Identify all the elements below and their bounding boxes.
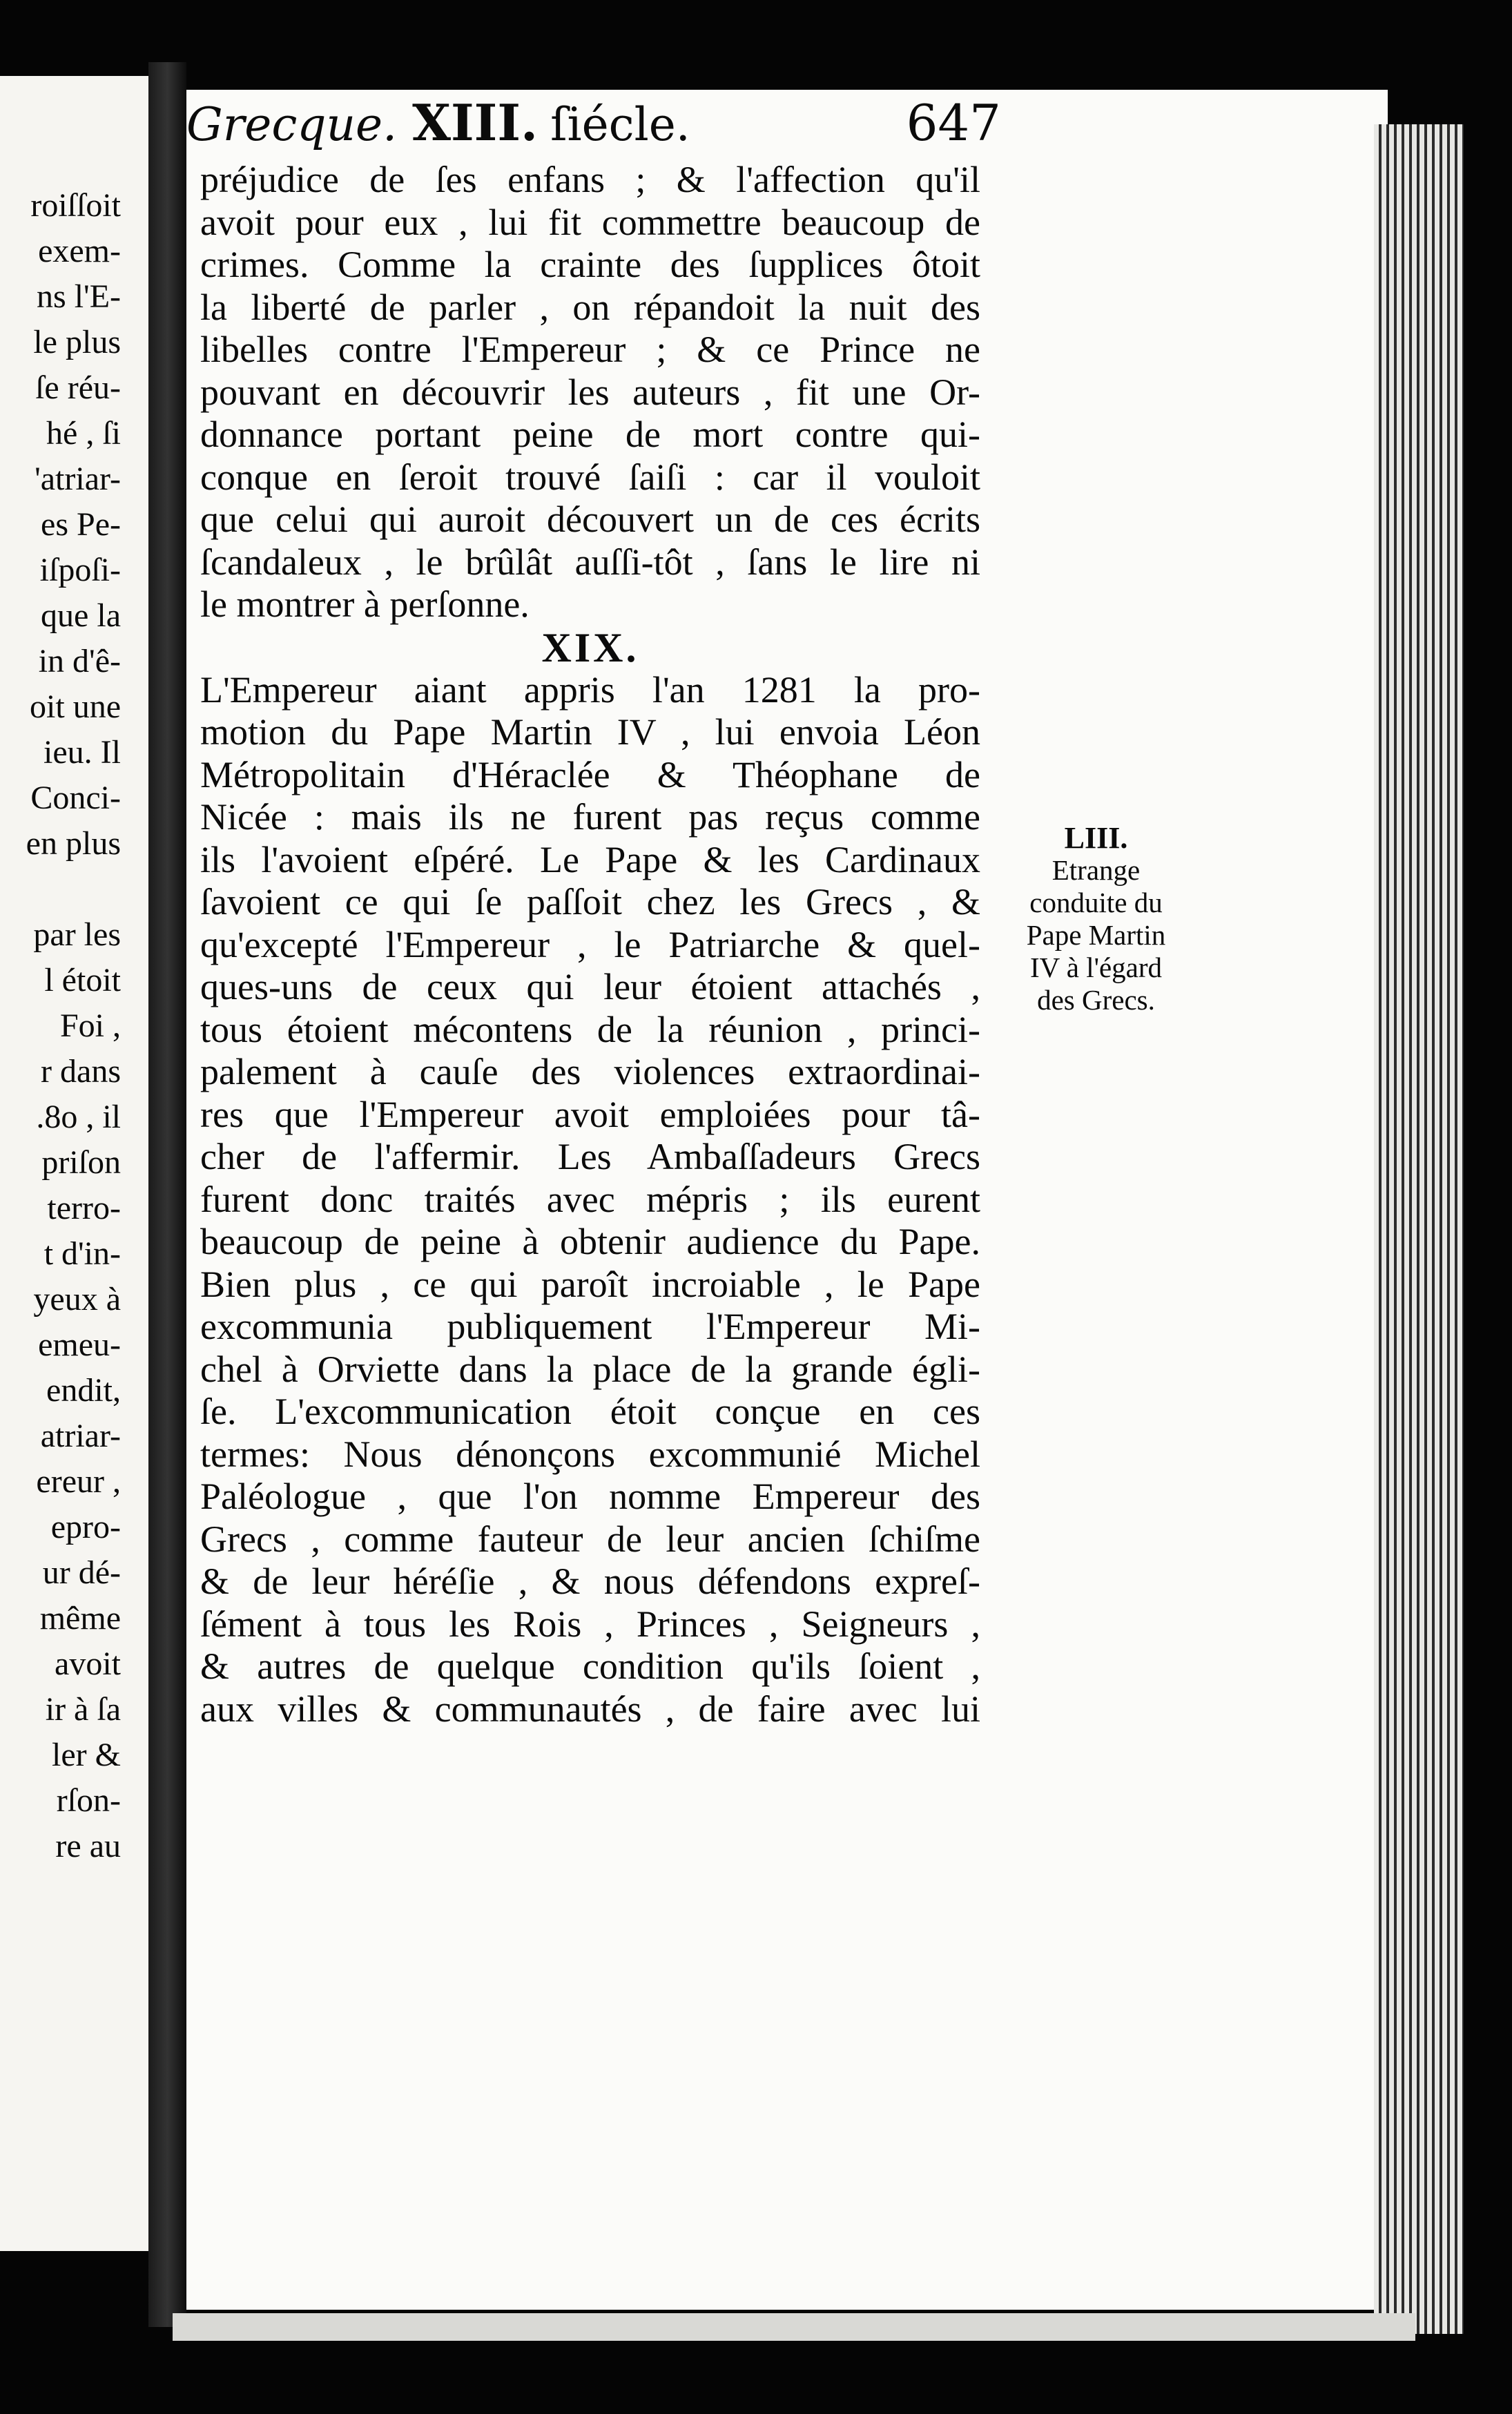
text-line: L'Empereur aiant appris l'an 1281 la pro- (200, 668, 980, 711)
margin-note-number: LIII. (1064, 821, 1128, 855)
text-line: le montrer à perſonne. (200, 583, 530, 625)
left-page-line: Conci- (30, 780, 121, 816)
text-line: motion du Pape Martin IV , lui envoia Léon (200, 711, 980, 753)
left-page-line: avoit (55, 1645, 121, 1682)
left-page-line: ur dé- (42, 1554, 121, 1591)
text-line: ſavoient ce qui ſe paſſoit chez les Grecs , & (200, 881, 980, 923)
text-line: res que l'Empereur avoit emploiées pour tâ- (200, 1093, 980, 1135)
text-line: & autres de quelque condition qu'ils ſoient , (200, 1645, 980, 1687)
left-page-line: atriar- (40, 1418, 121, 1454)
left-page-line: ns l'E- (37, 278, 121, 315)
left-page-line: en plus (26, 825, 121, 862)
text-line: Nicée : mais ils ne furent pas reçus comme (200, 796, 980, 838)
page-edges (1374, 124, 1464, 2334)
margin-note (991, 822, 1201, 1016)
section-number: XIX. (541, 624, 639, 670)
left-page-line: ereur , (36, 1463, 121, 1500)
main-text (200, 159, 980, 1730)
left-page-line: 'atriar- (35, 461, 121, 497)
text-line: avoit pour eux , lui fit commettre beaucoup de (200, 201, 980, 243)
left-page-line: es Pe- (41, 506, 121, 543)
text-line: termes: Nous dénonçons excommunié Michel (200, 1433, 980, 1475)
left-page-line: Foi , (59, 1007, 121, 1044)
previous-page-fragment (0, 76, 155, 2251)
text-line: Bien plus , ce qui paroît incroiable , le Pape (200, 1263, 980, 1305)
text-line: aux villes & communautés , de faire avec lui (200, 1688, 980, 1730)
left-page-line: ler & (52, 1737, 121, 1773)
margin-note-line: des Grecs. (1037, 984, 1155, 1016)
left-page-line: t d'in- (43, 1235, 121, 1272)
margin-note-line: IV à l'égard (1029, 952, 1163, 983)
book-gutter (148, 62, 186, 2327)
text-line: excommunia publiquement l'Empereur Mi- (200, 1306, 980, 1347)
century-label: XIII. (412, 93, 539, 152)
left-page-line: même (39, 1600, 121, 1636)
text-line: Grecs , comme fauteur de leur ancien ſchiſme (200, 1518, 980, 1560)
running-header (186, 93, 1001, 152)
margin-note-line: Pape Martin (1026, 919, 1166, 951)
left-page-line: ir à ſa (45, 1691, 121, 1728)
page-bottom-edge (173, 2313, 1415, 2341)
text-line: que celui qui auroit découvert un de ces écrits (200, 499, 980, 540)
text-line: conque en ſeroit trouvé ſaiſi : car il vouloit (200, 456, 980, 498)
left-page-line: in d'ê- (38, 643, 121, 679)
left-page-line: exem- (38, 233, 121, 269)
margin-note-line: Etrange (1051, 854, 1141, 886)
text-line: ſcandaleux , le brûlât auſſi-tôt , ſans le lire ni (200, 541, 980, 583)
left-page-line: emeu- (38, 1326, 121, 1363)
left-page-line: epro- (50, 1509, 121, 1545)
text-line: crimes. Comme la crainte des ſupplices ôtoit (200, 244, 980, 285)
left-page-line: endit, (46, 1372, 121, 1409)
left-page-line: ieu. Il (43, 734, 121, 771)
left-page-line: que la (41, 597, 121, 634)
text-line: furent donc traités avec mépris ; ils eurent (200, 1178, 980, 1220)
left-page-line: ſe réu- (35, 369, 121, 406)
text-line: qu'excepté l'Empereur , le Patriarche & quel- (200, 923, 980, 965)
text-line: Métropolitain d'Héraclée & Théophane de (200, 753, 980, 795)
page-number: 647 (906, 94, 1001, 152)
left-page-line: hé , ſi (46, 415, 121, 452)
left-page-line: yeux à (33, 1281, 121, 1317)
text-line: ſe. L'excommunication étoit conçue en ces (200, 1391, 980, 1432)
text-line: pouvant en découvrir les auteurs , fit une Or- (200, 371, 980, 413)
text-line: chel à Orviette dans la place de la grande égli- (200, 1348, 980, 1390)
siecle-label: ſiécle. (550, 98, 690, 151)
left-page-line: priſon (41, 1144, 121, 1181)
text-line: ques-uns de ceux qui leur étoient attachés , (200, 966, 980, 1007)
text-line: ils l'avoient eſpéré. Le Pape & les Cardinaux (200, 838, 980, 880)
paragraph-2 (200, 669, 980, 1731)
text-line: ſément à tous les Rois , Princes , Seigneurs , (200, 1603, 980, 1645)
margin-note-line: conduite du (1029, 887, 1163, 918)
text-line: libelles contre l'Empereur ; & ce Prince ne (200, 329, 980, 370)
left-page-line: le plus (33, 324, 121, 360)
text-line: & de leur héréſie , & nous défendons expreſ- (200, 1561, 980, 1602)
text-line: tous étoient mécontens de la réunion , princi- (200, 1008, 980, 1050)
left-page-line: re au (55, 1828, 121, 1864)
text-line: Paléologue , que l'on nomme Empereur des (200, 1476, 980, 1517)
left-page-line: iſpoſi- (39, 552, 121, 588)
left-page-line: l étoit (44, 962, 121, 998)
paragraph-1 (200, 159, 980, 626)
margin-note-text (991, 854, 1201, 1016)
left-page-line: oit une (30, 688, 121, 725)
left-page-line: r dans (41, 1053, 121, 1090)
left-page-line: rſon- (56, 1782, 121, 1819)
text-line: donnance portant peine de mort contre qui- (200, 414, 980, 455)
text-line: préjudice de ſes enfans ; & l'affection qu'il (200, 159, 980, 200)
left-page-line: par les (33, 916, 121, 953)
text-line: beaucoup de peine à obtenir audience du Pape. (200, 1221, 980, 1262)
left-page-line: terro- (47, 1190, 121, 1226)
left-page-line: roiſſoit (30, 187, 121, 224)
text-line: la liberté de parler , on répandoit la nuit des (200, 286, 980, 328)
text-line: cher de l'affermir. Les Ambaſſadeurs Grecs (200, 1136, 980, 1177)
left-page-line: .8o , il (36, 1099, 121, 1135)
text-line: palement à cauſe des violences extraordinai- (200, 1051, 980, 1092)
running-title: Grecque. (186, 98, 398, 151)
